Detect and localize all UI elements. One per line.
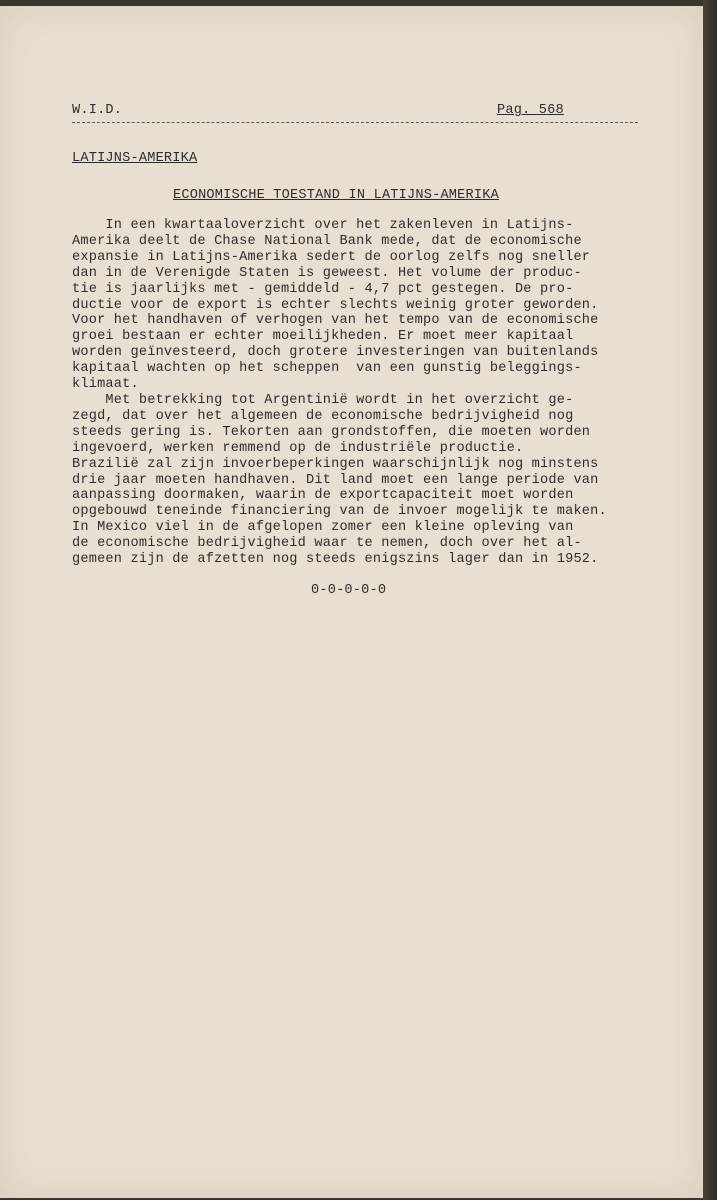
body-line: ductie voor de export is echter slechts weinig groter geworden. (72, 297, 599, 313)
closing-mark: 0-0-0-0-0 (311, 583, 387, 598)
header-page-number: Pag. 568 (497, 103, 564, 118)
header-publication: W.I.D. (72, 103, 123, 118)
body-line: In een kwartaaloverzicht over het zakenleven in Latijns- (72, 218, 574, 233)
body-line: Met betrekking tot Argentinië wordt in het overzicht ge- (72, 392, 574, 408)
body-line: dan in de Verenigde Staten is geweest. Het volume der produc- (72, 265, 582, 281)
body-line: worden geïnvesteerd, doch grotere investeringen van buitenlands (72, 345, 599, 361)
body-line: ingevoerd, werken remmend op de industriële productie. (72, 440, 524, 456)
section-title: LATIJNS-AMERIKA (72, 151, 198, 166)
body-line: klimaat. (72, 377, 139, 393)
body-line: groei bestaan er echter moeilijkheden. Er moet meer kapitaal (72, 329, 574, 345)
body-line: Voor het handhaven of verhogen van het tempo van de economische (72, 313, 599, 329)
body-line: zegd, dat over het algemeen de economische bedrijvigheid nog (72, 408, 574, 424)
body-line: In Mexico viel in de afgelopen zomer een kleine opleving van (72, 520, 574, 536)
body-line: expansie in Latijns-Amerika sedert de oorlog zelfs nog sneller (72, 249, 591, 265)
header-rule (72, 122, 638, 123)
body-line: steeds gering is. Tekorten aan grondstoffen, die moeten worden (72, 424, 591, 440)
body-line: drie jaar moeten handhaven. Dit land moet een lange periode van (72, 472, 599, 488)
body-line: tie is jaarlijks met - gemiddeld - 4,7 pct gestegen. De pro- (72, 281, 574, 297)
article-title: ECONOMISCHE TOESTAND IN LATIJNS-AMERIKA (173, 188, 499, 203)
body-line: aanpassing doormaken, waarin de exportcapaciteit moet worden (72, 488, 574, 504)
body-line: opgebouwd teneinde financiering van de invoer mogelijk te maken. (72, 504, 607, 520)
body-line: Amerika deelt de Chase National Bank mede, dat de economische (72, 233, 582, 249)
article-body (72, 218, 672, 568)
body-line: de economische bedrijvigheid waar te nemen, doch over het al- (72, 536, 582, 552)
body-line: gemeen zijn de afzetten nog steeds enigszins lager dan in 1952. (72, 552, 599, 568)
document-page (0, 6, 703, 1198)
body-line: kapitaal wachten op het scheppen van een gunstig beleggings- (72, 361, 582, 377)
body-line: Brazilië zal zijn invoerbeperkingen waarschijnlijk nog minstens (72, 456, 599, 472)
right-edge (703, 0, 717, 1200)
